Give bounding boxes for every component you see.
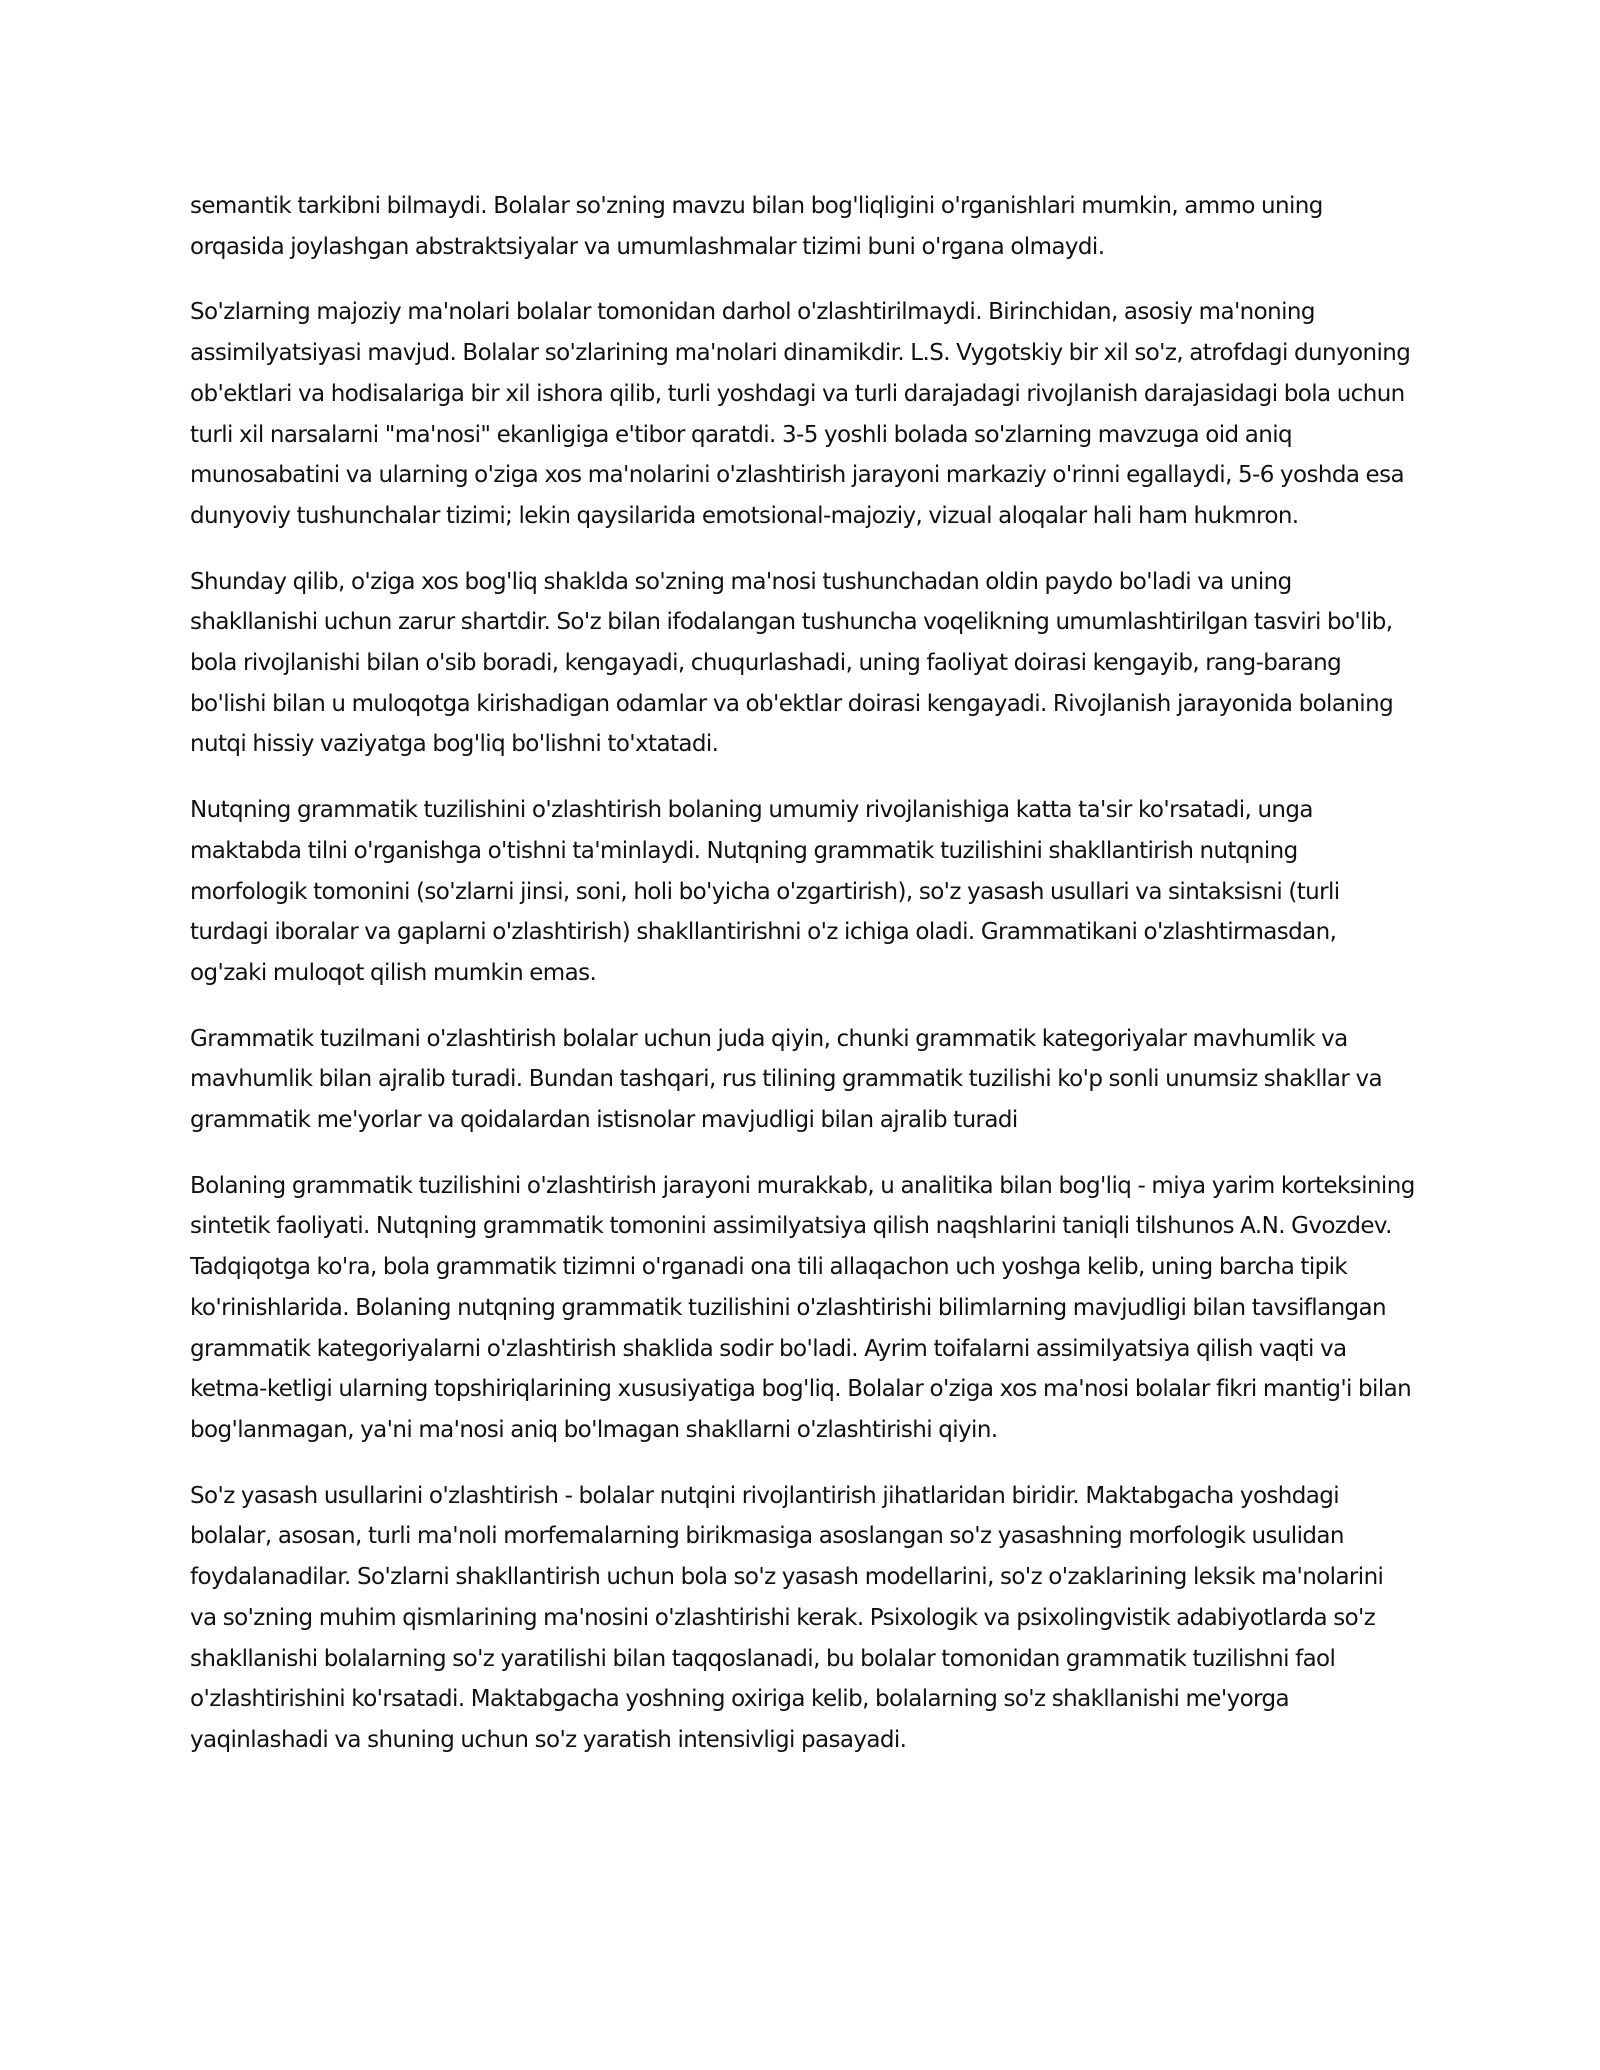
paragraph-1: semantik tarkibni bilmaydi. Bolalar so'zning mavzu bilan bog'liqligini o'rganishlari mumkin, ammo uning orqasida joylashgan abstraktsiyalar va umumlashmalar tizimi buni o'rgana olmaydi. bbox=[190, 193, 1323, 260]
paragraph-7: So'z yasash usullarini o'zlashtirish - bolalar nutqini rivojlantirish jihatlaridan biridir. Maktabgacha yoshdagi bolalar, asosan, turli ma'noli morfemalarning birikmasiga asoslangan so'z yasashning morfologik usulidan foydalanadilar. So'zlarni shakllantirish uchun bola so'z yasash modellarini, so'z o'zaklarining leksik ma'nolarini va so'zning muhim qismlarining ma'nosini o'zlashtirishi kerak. Psixologik va psixolingvistik adabiyotlarda so'z shakllanishi bolalarning so'z yaratilishi bilan taqqoslanadi, bu bolalar tomonidan grammatik tuzilishni faol o'zlashtirishini ko'rsatadi. Maktabgacha yoshning oxiriga kelib, bolalarning so'z shakllanishi me'yorga yaqinlashadi va shuning uchun so'z yaratish intensivligi pasayadi. bbox=[190, 1482, 1384, 1753]
paragraph-3: Shunday qilib, o'ziga xos bog'liq shaklda so'zning ma'nosi tushunchadan oldin paydo bo'ladi va uning shakllanishi uchun zarur shartdir. So'z bilan ifodalangan tushuncha voqelikning umumlashtirilgan tasviri bo'lib, bola rivojlanishi bilan o'sib boradi, kengayadi, chuqurlashadi, uning faoliyat doirasi kengayib, rang-barang bo'lishi bilan u muloqotga kirishadigan odamlar va ob'ektlar doirasi kengayadi. Rivojlanish jarayonida bolaning nutqi hissiy vaziyatga bog'liq bo'lishni to'xtatadi. bbox=[190, 568, 1394, 758]
document-body bbox=[190, 186, 1415, 1786]
paragraph-5: Grammatik tuzilmani o'zlashtirish bolalar uchun juda qiyin, chunki grammatik kategoriyalar mavhumlik va mavhumlik bilan ajralib turadi. Bundan tashqari, rus tilining grammatik tuzilishi ko'p sonli unumsiz shakllar va grammatik me'yorlar va qoidalardan istisnolar mavjudligi bilan ajralib turadi bbox=[190, 1025, 1382, 1134]
paragraph-4: Nutqning grammatik tuzilishini o'zlashtirish bolaning umumiy rivojlanishiga katta ta'sir ko'rsatadi, unga maktabda tilni o'rganishga o'tishni ta'minlaydi. Nutqning grammatik tuzilishini shakllantirish nutqning morfologik tomonini (so'zlarni jinsi, soni, holi bo'yicha o'zgartirish), so'z yasash usullari va sintaksisni (turli turdagi iboralar va gaplarni o'zlashtirish) shakllantirishni o'z ichiga oladi. Grammatikani o'zlashtirmasdan, og'zaki muloqot qilish mumkin emas. bbox=[190, 797, 1340, 986]
paragraph-6: Bolaning grammatik tuzilishini o'zlashtirish jarayoni murakkab, u analitika bilan bog'liq - miya yarim korteksining sintetik faoliyati. Nutqning grammatik tomonini assimilyatsiya qilish naqshlarini taniqli tilshunos A.N. Gvozdev. Tadqiqotga ko'ra, bola grammatik tizimni o'rganadi ona tili allaqachon uch yoshga kelib, uning barcha tipik ko'rinishlarida. Bolaning nutqning grammatik tuzilishini o'zlashtirishi bilimlarning mavjudligi bilan tavsiflangan grammatik kategoriyalarni o'zlashtirish shaklida sodir bo'ladi. Ayrim toifalarni assimilyatsiya qilish vaqti va ketma-ketligi ularning topshiriqlarining xususiyatiga bog'liq. Bolalar o'ziga xos ma'nosi bolalar fikri mantig'i bilan bog'lanmagan, ya'ni ma'nosi aniq bo'lmagan shakllarni o'zlashtirishi qiyin. bbox=[190, 1172, 1415, 1443]
paragraph-2: So'zlarning majoziy ma'nolari bolalar tomonidan darhol o'zlashtirilmaydi. Birinchidan, asosiy ma'noning assimilyatsiyasi mavjud. Bolalar so'zlarining ma'nolari dinamikdir. L.S. Vygotskiy bir xil so'z, atrofdagi dunyoning ob'ektlari va hodisalariga bir xil ishora qilib, turli yoshdagi va turli darajadagi rivojlanish darajasidagi bola uchun turli xil narsalarni "ma'nosi" ekanligiga e'tibor qaratdi. 3-5 yoshli bolada so'zlarning mavzuga oid aniq munosabatini va ularning o'ziga xos ma'nolarini o'zlashtirish jarayoni markaziy o'rinni egallaydi, 5-6 yoshda esa dunyoviy tushunchalar tizimi; lekin qaysilarida emotsional-majoziy, vizual aloqalar hali ham hukmron. bbox=[190, 299, 1411, 529]
